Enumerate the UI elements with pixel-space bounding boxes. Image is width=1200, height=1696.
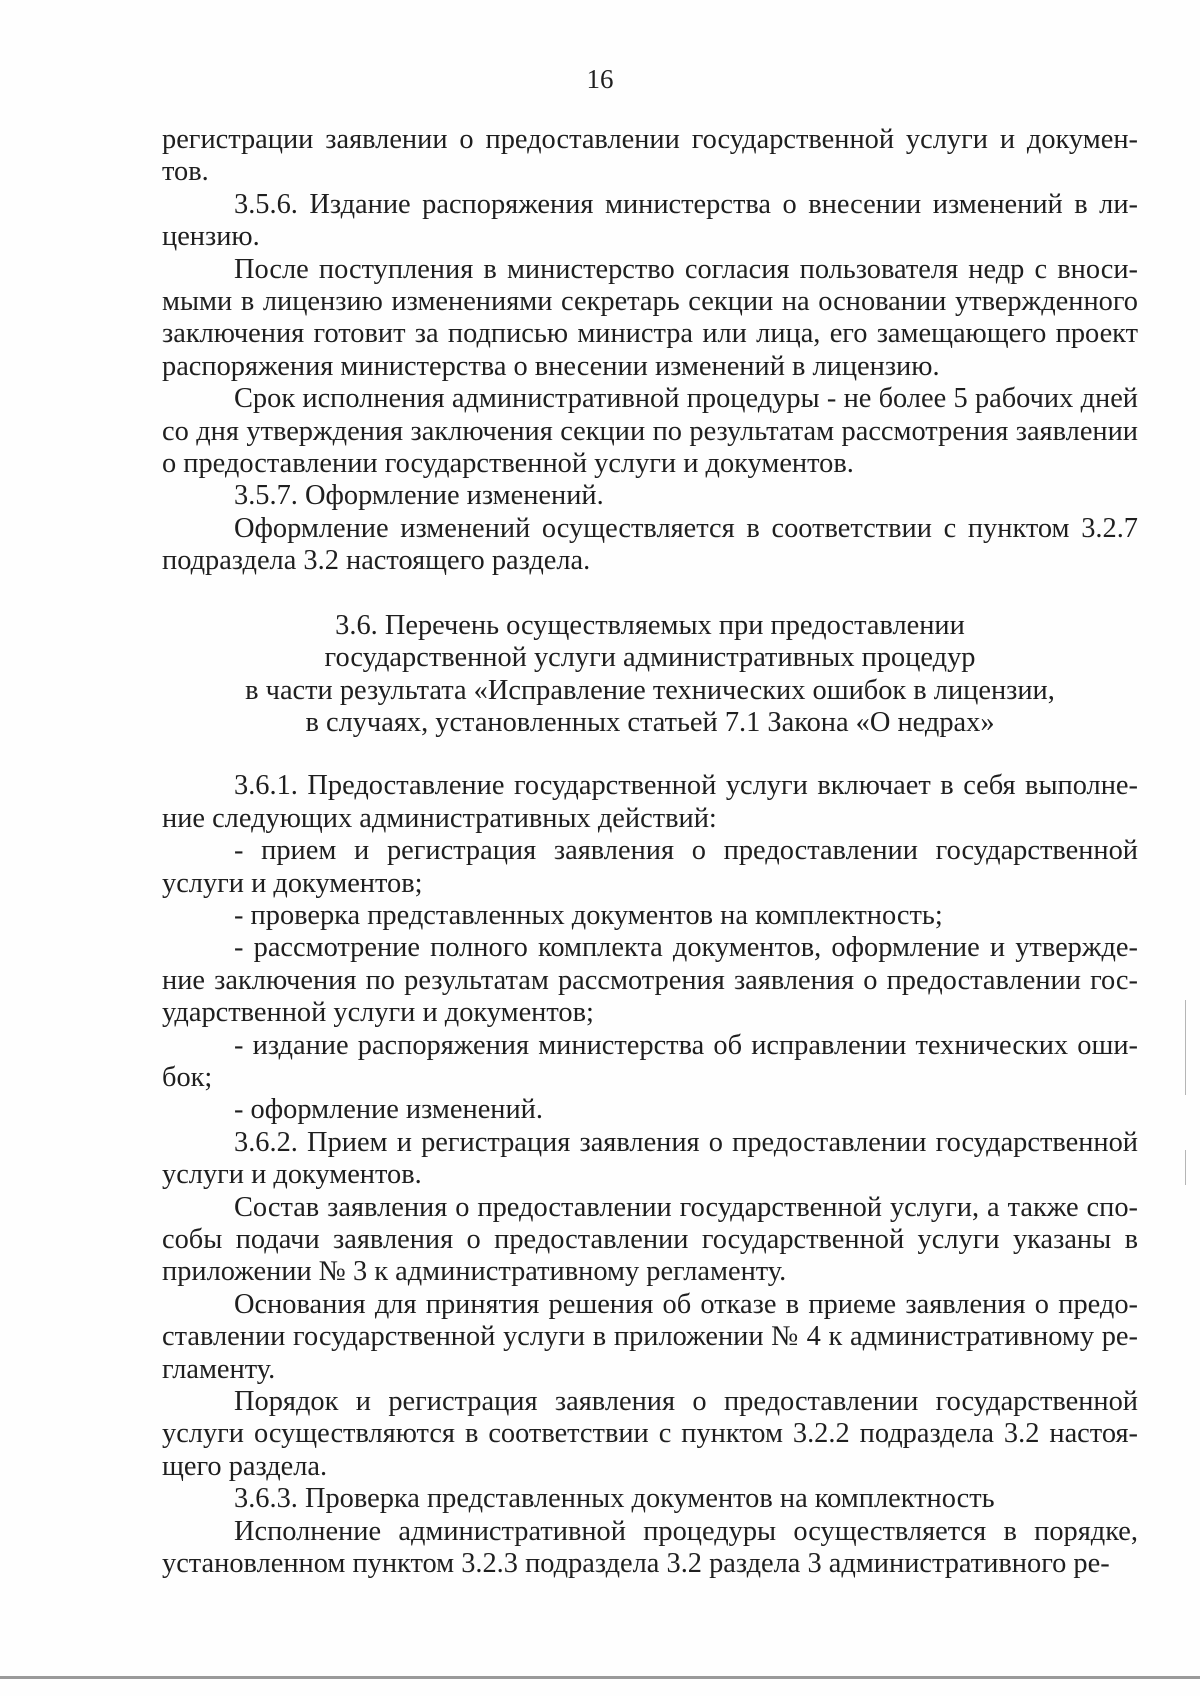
section-3-6-3-title: 3.6.3. Проверка представленных документов на комплектность — [234, 1483, 995, 1515]
section-3-6-1: 3.6.1. Предоставление государственной услуги включает в себя выполнение следующих административных действий: — [162, 770, 1138, 834]
paragraph: Порядок и регистрация заявления о предоставлении государственной услуги осуществляются в соответствии с пунктом 3.2.2 подраздела 3.2 настоящего раздела. — [162, 1386, 1138, 1482]
heading-line: в случаях, установленных статьей 7.1 Закона «О недрах» — [305, 706, 995, 738]
heading-line: 3.6. Перечень осуществляемых при предоставлении — [335, 609, 965, 641]
section-3-6-2-title: 3.6.2. Прием и регистрация заявления о предоставлении государственной услуги и документов. — [162, 1126, 1138, 1191]
scan-artifact — [1185, 1150, 1186, 1185]
list-item: - оформление изменений. — [234, 1094, 543, 1126]
list-item: - рассмотрение полного комплекта документов, оформление и утверждение заключения по результатам рассмотрения заявления о предоставлении государственной услуги и документов; — [162, 932, 1138, 1029]
scan-artifact — [1185, 1000, 1186, 1095]
paragraph: Основания для принятия решения об отказе в приеме заявления о предоставлении государственной услуги в приложении № 4 к административному регламенту. — [162, 1288, 1138, 1385]
paragraph: После поступления в министерство согласия пользователя недр с вносимыми в лицензию изменениями секретарь секции на основании утвержденного заключения готовит за подписью министра или лица, его замещающего проект распоряжения министерства о внесении изменений в лицензию. — [162, 253, 1138, 382]
paragraph-continuation: регистрации заявлении о предоставлении государственной услуги и документов. — [162, 124, 1138, 188]
paragraph: Срок исполнения административной процедуры - не более 5 рабочих дней со дня утверждения заключения секции по результатам рассмотрения заявлении о предоставлении государственной услуги и документов. — [162, 383, 1138, 480]
paragraph: Исполнение административной процедуры осуществляется в порядке, установленном пунктом 3.2.3 подраздела 3.2 раздела 3 административного ре- — [162, 1515, 1138, 1580]
list-item: - прием и регистрация заявления о предоставлении государственной услуги и документов; — [162, 835, 1138, 899]
page-number: 16 — [586, 64, 614, 94]
list-item: - издание распоряжения министерства об исправлении технических ошибок; — [162, 1029, 1138, 1093]
list-item: - проверка представленных документов на комплектность; — [234, 899, 943, 931]
section-3-5-6-title: 3.5.6. Издание распоряжения министерства о внесении изменений в лицензию. — [162, 188, 1138, 253]
heading-line: государственной услуги административных процедур — [324, 642, 976, 674]
paragraph: Состав заявления о предоставлении государственной услуги, а также способы подачи заявления о предоставлении государственной услуги указаны в приложении № 3 к административному регламенту. — [162, 1191, 1138, 1288]
paragraph: Оформление изменений осуществляется в соответствии с пунктом 3.2.7 подраздела 3.2 настоящего раздела. — [162, 512, 1138, 577]
section-3-5-7-title: 3.5.7. Оформление изменений. — [234, 480, 604, 512]
spacer — [162, 739, 1138, 770]
document-body — [162, 124, 1138, 1580]
heading-line: в части результата «Исправление технических ошибок в лицензии, — [245, 674, 1055, 706]
section-3-6-heading — [162, 610, 1138, 740]
page-bottom-edge — [0, 1676, 1200, 1679]
spacer — [162, 578, 1138, 610]
